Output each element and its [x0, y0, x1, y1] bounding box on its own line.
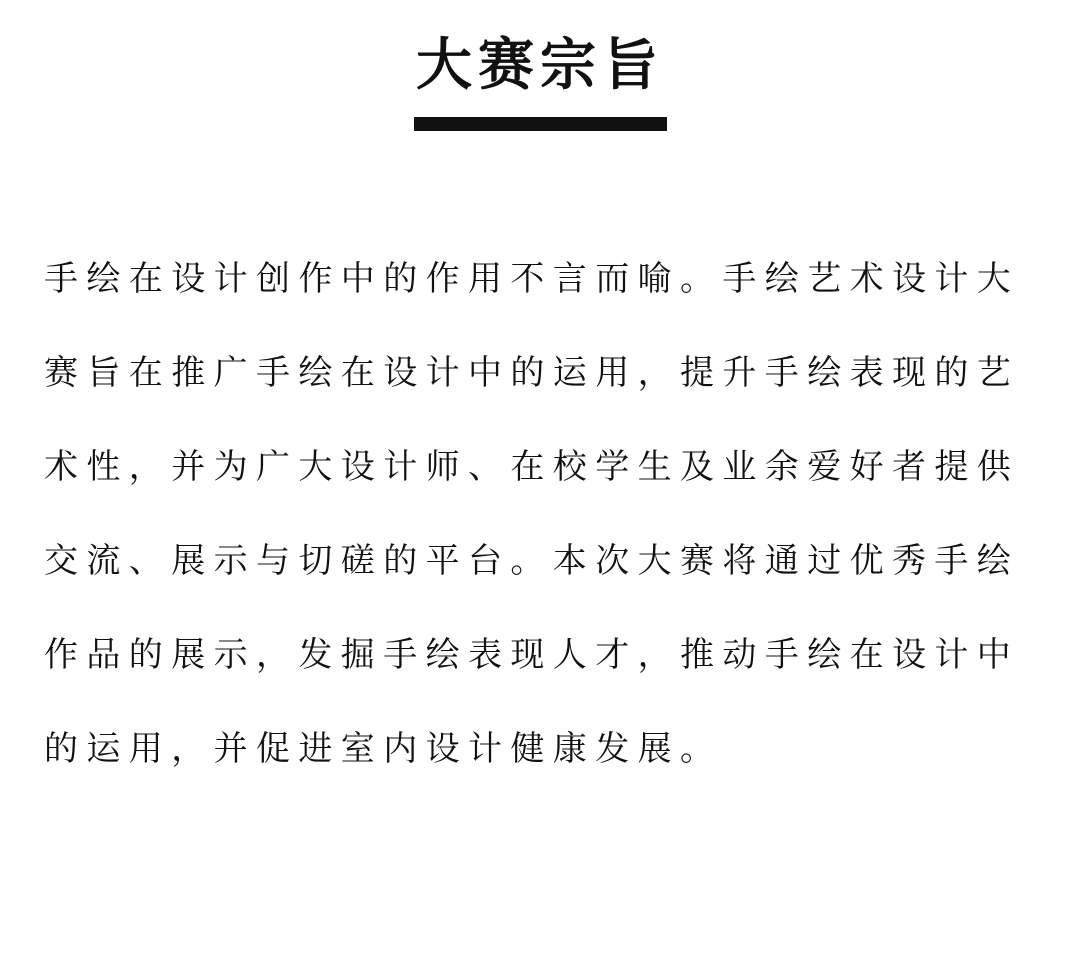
- paragraph-line: 手绘在设计创作中的作用不言而喻。手绘艺术设计大: [44, 259, 1020, 299]
- paragraph-line: 交流、展示与切磋的平台。本次大赛将通过优秀手绘: [44, 541, 1020, 581]
- paragraph-line: 术性，并为广大设计师、在校学生及业余爱好者提供: [44, 447, 1020, 487]
- paragraph-line: 的运用，并促进室内设计健康发展。: [44, 729, 723, 769]
- title-underline: [414, 117, 667, 131]
- paragraph-line: 作品的展示，发掘手绘表现人才，推动手绘在设计中: [44, 635, 1020, 675]
- section-title: 大赛宗旨: [416, 33, 664, 98]
- purpose-paragraph: [44, 232, 1040, 796]
- paragraph-line: 赛旨在推广手绘在设计中的运用，提升手绘表现的艺: [44, 353, 1020, 393]
